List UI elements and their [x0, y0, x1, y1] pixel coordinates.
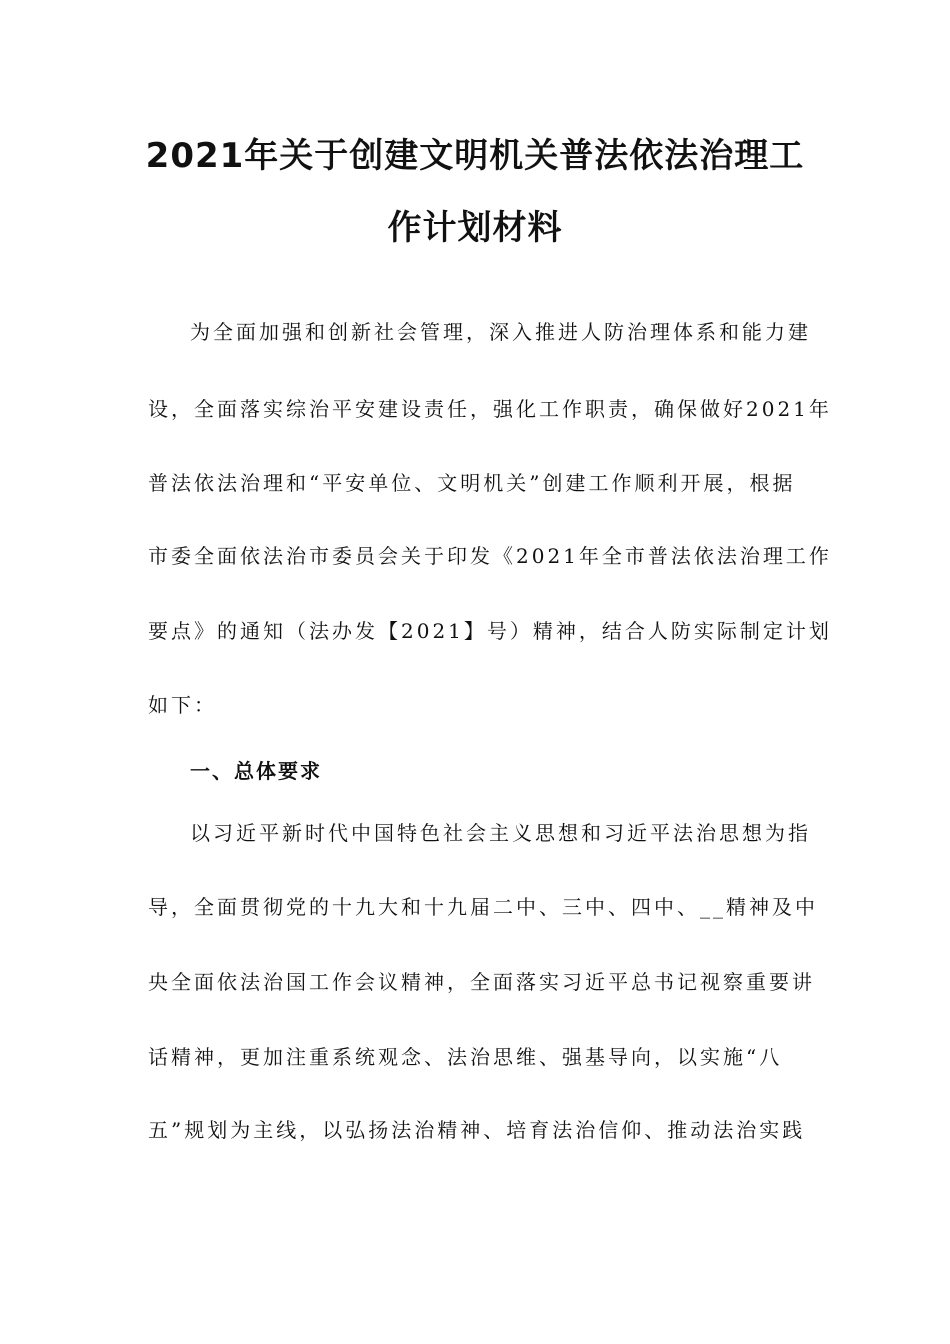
paragraph-2-line-5: 五”规划为主线，以弘扬法治精神、培育法治信仰、推动法治实践	[148, 1118, 806, 1142]
document-title-line-2: 作计划材料	[387, 208, 563, 248]
paragraph-2-line-4: 话精神，更加注重系统观念、法治思维、强基导向，以实施“八	[148, 1045, 783, 1069]
document-title-line-1: 2021年关于创建文明机关普法依法治理工	[145, 136, 805, 176]
paragraph-1-line-6: 如下：	[148, 693, 217, 717]
section-heading-overall-requirements: 一、总体要求	[190, 759, 322, 783]
paragraph-2-line-3: 央全面依法治国工作会议精神，全面落实习近平总书记视察重要讲	[148, 970, 815, 994]
paragraph-2-line-1: 以习近平新时代中国特色社会主义思想和习近平法治思想为指	[190, 821, 811, 845]
paragraph-1-line-3: 普法依法治理和“平安单位、文明机关”创建工作顺利开展，根据	[148, 471, 796, 495]
paragraph-1-line-1: 为全面加强和创新社会管理，深入推进人防治理体系和能力建	[190, 320, 811, 344]
paragraph-1-line-2: 设，全面落实综治平安建设责任，强化工作职责，确保做好2021年	[148, 397, 832, 421]
paragraph-1-line-4: 市委全面依法治市委员会关于印发《2021年全市普法依法治理工作	[148, 544, 832, 568]
paragraph-2-line-2: 导，全面贯彻党的十九大和十九届二中、三中、四中、__精神及中	[148, 895, 818, 919]
paragraph-1-line-5: 要点》的通知（法办发【2021】号）精神，结合人防实际制定计划	[148, 619, 832, 643]
